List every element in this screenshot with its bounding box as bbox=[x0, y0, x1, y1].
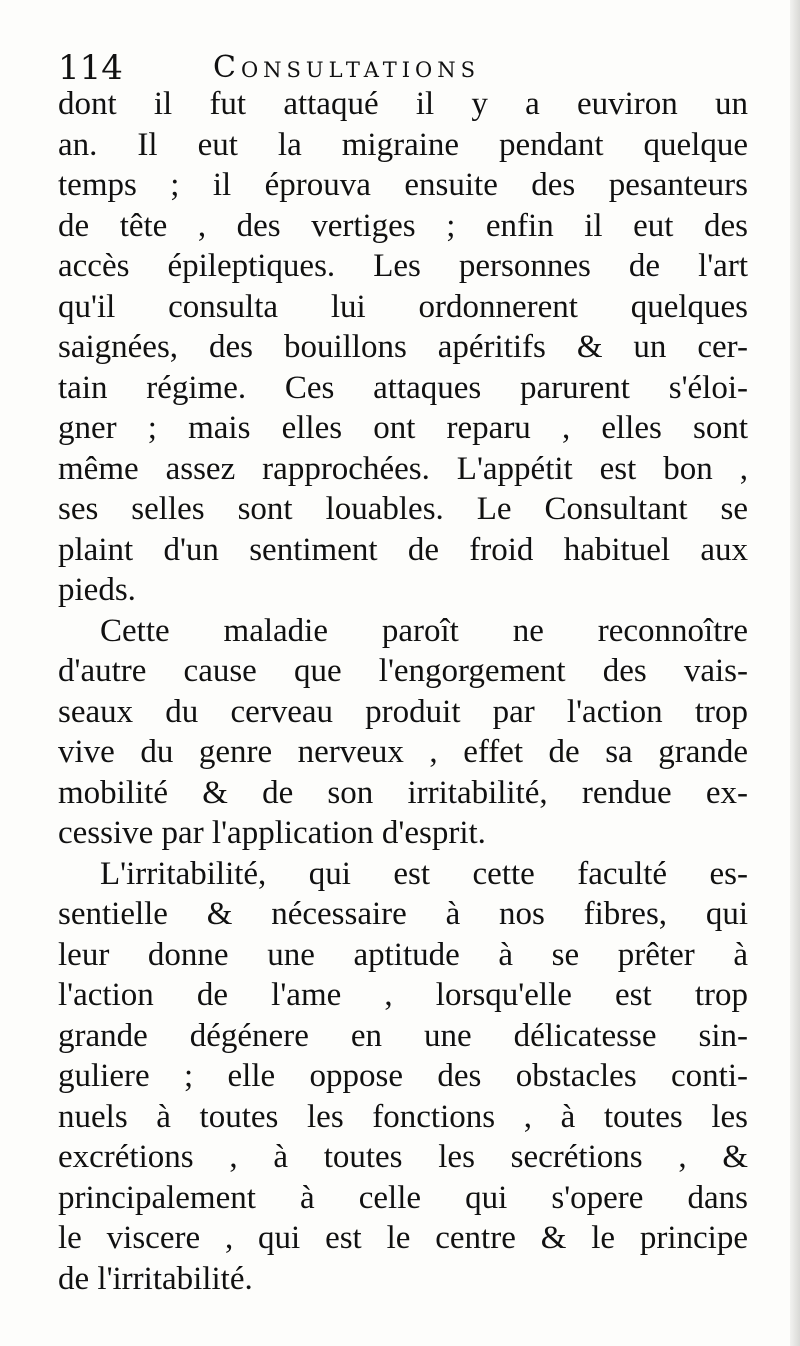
text-line: même assez rapprochées. L'appétit est bon , bbox=[58, 450, 748, 487]
text-line: guliere ; elle oppose des obstacles conti- bbox=[58, 1058, 748, 1094]
text-line: dont il fut attaqué il y a euviron un bbox=[58, 86, 748, 122]
text-line: ses selles sont louables. Le Consultant se bbox=[58, 491, 748, 527]
text-line: temps ; il éprouva ensuite des pesanteurs bbox=[58, 167, 748, 203]
text-line: vive du genre nerveux , effet de sa grande bbox=[58, 734, 748, 770]
text-line: saignées, des bouillons apéritifs & un cer- bbox=[58, 329, 748, 365]
page-gutter-shadow bbox=[790, 0, 800, 1346]
text-line: principalement à celle qui s'opere dans bbox=[58, 1179, 748, 1216]
text-line: qu'il consulta lui ordonnerent quelques bbox=[58, 288, 748, 325]
text-line: nuels à toutes les fonctions , à toutes les bbox=[58, 1098, 748, 1135]
text-line: grande dégénere en une délicatesse sin- bbox=[58, 1017, 748, 1054]
text-line: l'action de l'ame , lorsqu'elle est trop bbox=[58, 977, 748, 1013]
text-line: de tête , des vertiges ; enfin il eut des bbox=[58, 207, 748, 244]
text-line: plaint d'un sentiment de froid habituel aux bbox=[58, 531, 748, 568]
running-title: Consultations bbox=[213, 50, 481, 85]
text-line: tain régime. Ces attaques parurent s'éloi- bbox=[58, 369, 748, 406]
text-line: gner ; mais elles ont reparu , elles sont bbox=[58, 410, 748, 446]
paragraph-end-line: pieds. bbox=[58, 572, 136, 608]
text-line: le viscere , qui est le centre & le principe bbox=[58, 1220, 748, 1256]
text-line: excrétions , à toutes les secrétions , & bbox=[58, 1139, 748, 1175]
text-line: d'autre cause que l'engorgement des vais- bbox=[58, 653, 748, 689]
text-line: leur donne une aptitude à se prêter à bbox=[58, 936, 748, 973]
text-line: sentielle & nécessaire à nos fibres, qui bbox=[58, 896, 748, 932]
page-number: 114 bbox=[58, 48, 123, 88]
paragraph-start-line: Cette maladie paroît ne reconnoître bbox=[100, 612, 748, 649]
body-text bbox=[58, 84, 748, 1299]
paragraph-end-line: cessive par l'application d'esprit. bbox=[58, 815, 486, 851]
text-line: an. Il eut la migraine pendant quelque bbox=[58, 126, 748, 163]
paragraph-start-line: L'irritabilité, qui est cette faculté es- bbox=[100, 855, 748, 892]
text-line: accès épileptiques. Les personnes de l'art bbox=[58, 248, 748, 284]
paragraph-end-line: de l'irritabilité. bbox=[58, 1260, 253, 1297]
text-line: seaux du cerveau produit par l'action trop bbox=[58, 693, 748, 730]
text-line: mobilité & de son irritabilité, rendue ex- bbox=[58, 774, 748, 811]
